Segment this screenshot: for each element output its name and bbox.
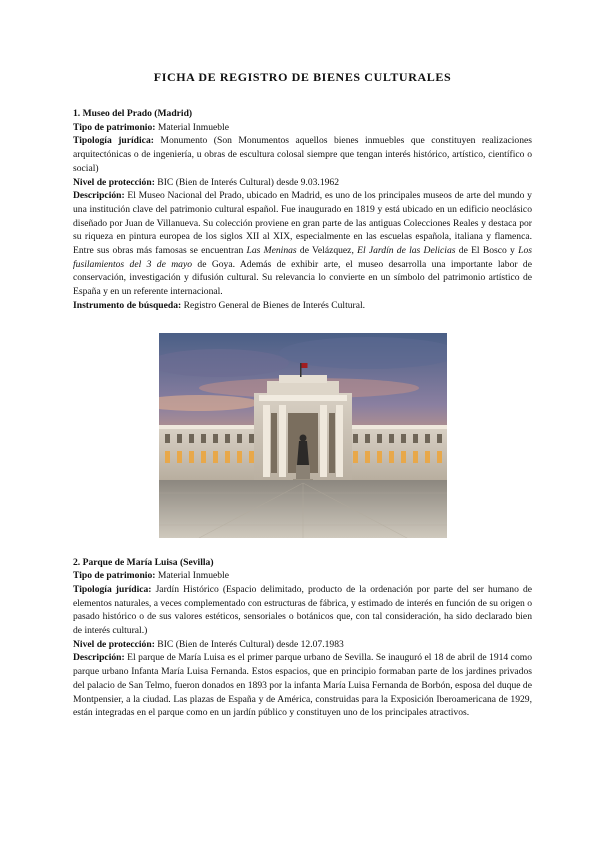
instrumento-value: Registro General de Bienes de Interés Cultural.	[183, 299, 366, 311]
entry-heading: 1. Museo del Prado (Madrid)	[73, 108, 193, 119]
tipo-value: Material Inmueble	[157, 121, 229, 133]
nivel-proteccion	[73, 176, 532, 190]
entry-heading: 2. Parque de María Luisa (Sevilla)	[73, 556, 214, 568]
descripcion	[73, 189, 532, 299]
tipologia-juridica	[73, 134, 532, 175]
tipologia-value: Jardín Histórico (Espacio delimitado, producto de la ordenación por parte del ser humano de elementos naturales, a veces complementado con estructuras de fábrica, y estimado de interés en función de su origen o pasado histórico o de sus valores estéticos, sensoriales o botánicos que, con tal consideración, ha sido declarado bien de interés cultural.)	[73, 583, 532, 637]
obra-las-meninas: Las Meninas	[246, 245, 297, 257]
entry-parque-maria-luisa	[73, 556, 532, 720]
tipologia-label: Tipología jurídica:	[73, 583, 152, 595]
descripcion-text: de Velázquez,	[299, 245, 354, 257]
tipo-patrimonio	[73, 569, 532, 583]
instrumento-label: Instrumento de búsqueda:	[73, 299, 182, 311]
nivel-label: Nivel de protección:	[73, 176, 155, 188]
document-title: FICHA DE REGISTRO DE BIENES CULTURALES	[153, 70, 452, 84]
descripcion-label: Descripción:	[73, 190, 125, 202]
tipologia-value: Monumento (Son Monumentos aquellos bienes inmuebles que constituyen realizaciones arquitectónicas o de ingeniería, u obras de escultura colosal siempre que tengan interés histórico, artístico, científico o social)	[73, 135, 532, 174]
entry-museo-del-prado	[73, 107, 532, 313]
descripcion	[73, 651, 532, 720]
tipo-label: Tipo de patrimonio:	[73, 121, 156, 133]
obra-fusilamientos: Los fusilamientos del 3 de mayo	[73, 245, 532, 270]
descripcion-text: de El Bosco y	[458, 245, 515, 257]
descripcion-label: Descripción:	[73, 652, 125, 664]
descripcion-text: El Museo Nacional del Prado, ubicado en Madrid, es uno de los principales museos de arte del mundo y una institución clave del patrimonio cultural español. Fue inaugurado en 1819 y está ubicado en un edificio neoclásico diseñado por Juan de Villanueva. Su colección proviene en gran parte de las antiguas Colecciones Reales y destaca por su riqueza en pintura europea de los siglos XII al XIX, especialmente en las escuelas española, italiana y flamenca. Entre sus obras más famosas se encuentran	[73, 190, 532, 257]
obra-jardin-delicias: El Jardín de las Delicias	[357, 245, 456, 257]
tipo-value: Material Inmueble	[157, 570, 229, 582]
document-content	[73, 70, 532, 720]
tipologia-label: Tipología jurídica:	[73, 135, 154, 147]
nivel-label: Nivel de protección:	[73, 638, 155, 650]
nivel-value: BIC (Bien de Interés Cultural) desde 9.03.1962	[157, 176, 340, 188]
tipologia-juridica	[73, 583, 532, 638]
descripcion-text: de Goya. Además de exhibir arte, el museo desarrolla una importante labor de conservación, investigación y difusión cultural. Su relevancia lo convierte en un símbolo del patrimonio artístico de España y en un referente internacional.	[73, 258, 532, 298]
nivel-proteccion	[73, 638, 532, 652]
instrumento-busqueda	[73, 299, 532, 313]
tipo-patrimonio	[73, 121, 532, 135]
descripcion-text: El parque de María Luisa es el primer parque urbano de Sevilla. Se inauguró el 18 de abril de 1914 como parque urbano Infanta María Luisa Fernanda. Estos espacios, que en principio formaban parte de los jardines privados del palacio de San Telmo, fueron donados en 1893 por la infanta María Luisa Fernanda de Borbón, esposa del duque de Montpensier, a la ciudad. Las plazas de España y de América, construidas para la Exposición Iberoamericana de 1929, están integradas en el parque como en un jardín público y constituyen uno de los principales atractivos.	[73, 652, 532, 719]
tipo-label: Tipo de patrimonio:	[73, 570, 156, 582]
museo-prado-photo	[159, 333, 447, 538]
nivel-value: BIC (Bien de Interés Cultural) desde 12.07.1983	[157, 638, 344, 650]
